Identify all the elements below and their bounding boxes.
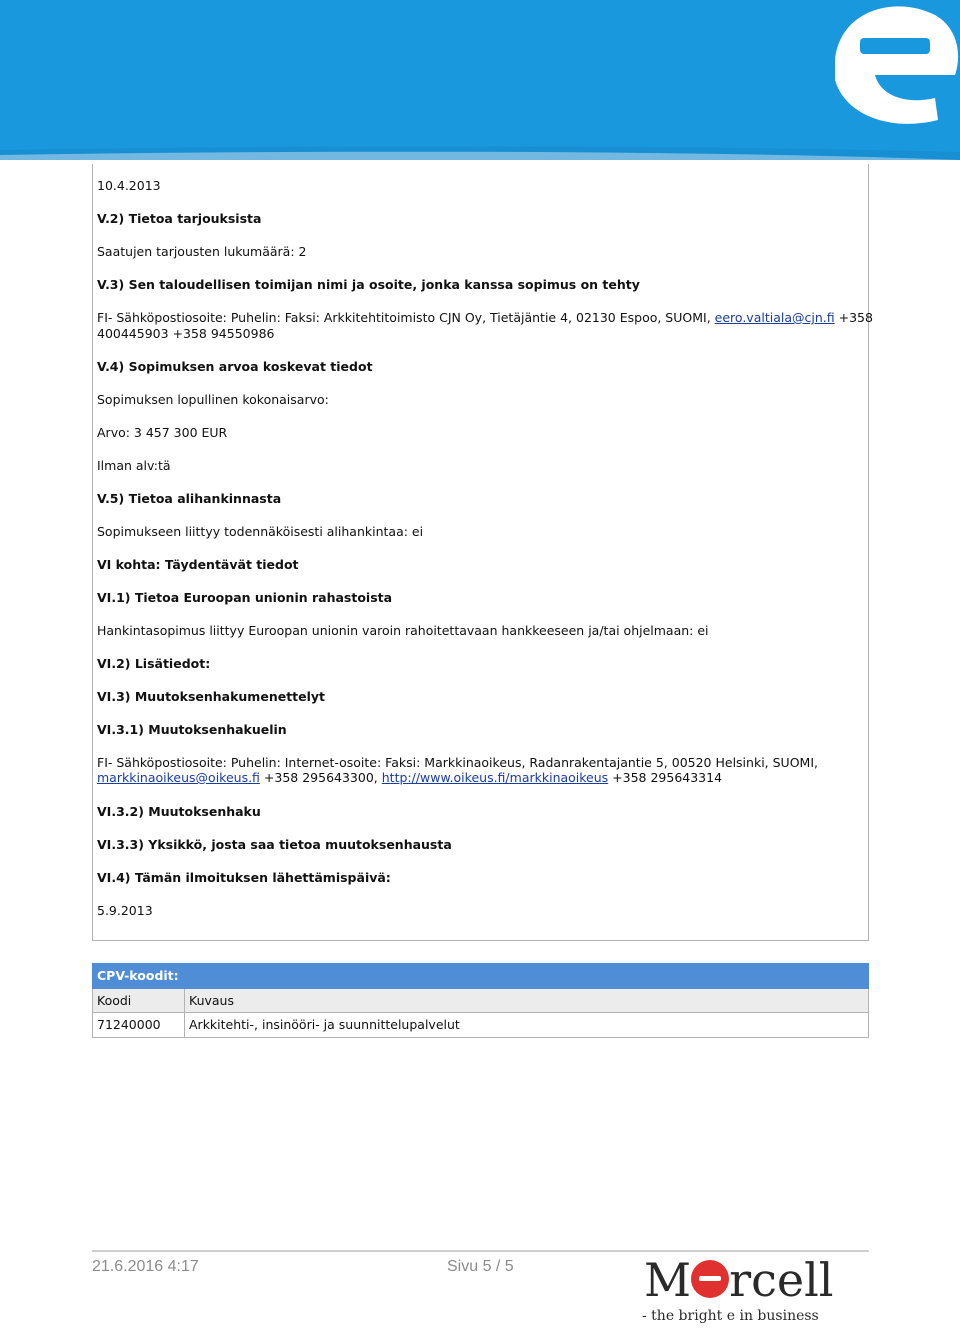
contract-value: Arvo: 3 457 300 EUR <box>97 425 228 440</box>
review-body-phone: +358 295643300, <box>259 770 382 785</box>
logo-letters-rcell: rcell <box>729 1253 834 1307</box>
offers-count: Saatujen tarjousten lukumäärä: 2 <box>97 244 307 259</box>
dispatch-date: 5.9.2013 <box>97 903 153 918</box>
cpv-col-desc: Kuvaus <box>185 988 869 1013</box>
contractor-address-text: FI- Sähköpostiosoite: Puhelin: Faksi: Arkkitehtitoimisto CJN Oy, Tietäjäntie 4, 02130 Espoo, SUOMI, <box>97 310 715 325</box>
section-vi31-heading: VI.3.1) Muutoksenhakuelin <box>97 722 287 737</box>
header-banner <box>0 0 960 160</box>
section-vi2-heading: VI.2) Lisätiedot: <box>97 656 211 671</box>
section-v5-heading: V.5) Tietoa alihankinnasta <box>97 491 282 506</box>
logo-tagline: - the bright e in business <box>642 1308 819 1324</box>
section-vi1-heading: VI.1) Tietoa Euroopan unionin rahastoista <box>97 590 393 605</box>
cpv-column-header-row <box>93 988 869 1013</box>
section-vi-heading: VI kohta: Täydentävät tiedot <box>97 557 299 572</box>
mercell-logo <box>640 1252 865 1329</box>
logo-wordmark <box>644 1252 834 1308</box>
total-value-label: Sopimuksen lopullinen kokonaisarvo: <box>97 392 329 407</box>
page-number: Sivu 5 / 5 <box>447 1258 514 1275</box>
cpv-code-cell: 71240000 <box>93 1013 185 1038</box>
subcontracting-info: Sopimukseen liittyy todennäköisesti alihankintaa: ei <box>97 524 424 539</box>
section-v2-heading: V.2) Tietoa tarjouksista <box>97 211 262 226</box>
section-vi32-heading: VI.3.2) Muutoksenhaku <box>97 804 261 819</box>
section-vi33-heading: VI.3.3) Yksikkö, josta saa tietoa muutoksenhausta <box>97 837 452 852</box>
section-vi3-heading: VI.3) Muutoksenhakumenettelyt <box>97 689 326 704</box>
review-body-address: FI- Sähköpostiosoite: Puhelin: Internet-osoite: Faksi: Markkinaoikeus, Radanrakentajantie 5, 00520 Helsinki, SUOMI, <box>97 755 818 770</box>
logo-letter-m: M <box>644 1253 692 1307</box>
review-body-email-link[interactable]: markkinaoikeus@oikeus.fi <box>97 770 260 785</box>
cpv-title: CPV-koodit: <box>93 964 869 989</box>
cpv-table <box>92 963 869 1038</box>
contractor-phone-prefix: +358 <box>834 310 873 325</box>
contractor-email-link[interactable]: eero.valtiala@cjn.fi <box>714 310 835 325</box>
contractor-phones: 400445903 +358 94550986 <box>97 326 275 341</box>
review-body-contacts <box>97 770 722 786</box>
cpv-desc-cell: Arkkitehti-, insinööri- ja suunnittelupalvelut <box>185 1013 869 1038</box>
section-v4-heading: V.4) Sopimuksen arvoa koskevat tiedot <box>97 359 373 374</box>
logo-e-icon <box>691 1260 729 1298</box>
award-date: 10.4.2013 <box>97 178 161 193</box>
section-v3-heading: V.3) Sen taloudellisen toimijan nimi ja osoite, jonka kanssa sopimus on tehty <box>97 277 640 292</box>
print-timestamp: 21.6.2016 4:17 <box>92 1258 199 1275</box>
table-row <box>93 1013 869 1038</box>
review-body-url-link[interactable]: http://www.oikeus.fi/markkinaoikeus <box>381 770 609 785</box>
cpv-col-code: Koodi <box>93 988 185 1013</box>
section-vi4-heading: VI.4) Tämän ilmoituksen lähettämispäivä: <box>97 870 391 885</box>
contractor-address <box>97 310 873 326</box>
eu-funds-info: Hankintasopimus liittyy Euroopan unionin varoin rahoitettavaan hankkeeseen ja/tai ohjelmaan: ei <box>97 623 709 638</box>
vat-note: Ilman alv:tä <box>97 458 171 473</box>
cpv-title-row <box>93 964 869 989</box>
review-body-fax: +358 295643314 <box>608 770 723 785</box>
